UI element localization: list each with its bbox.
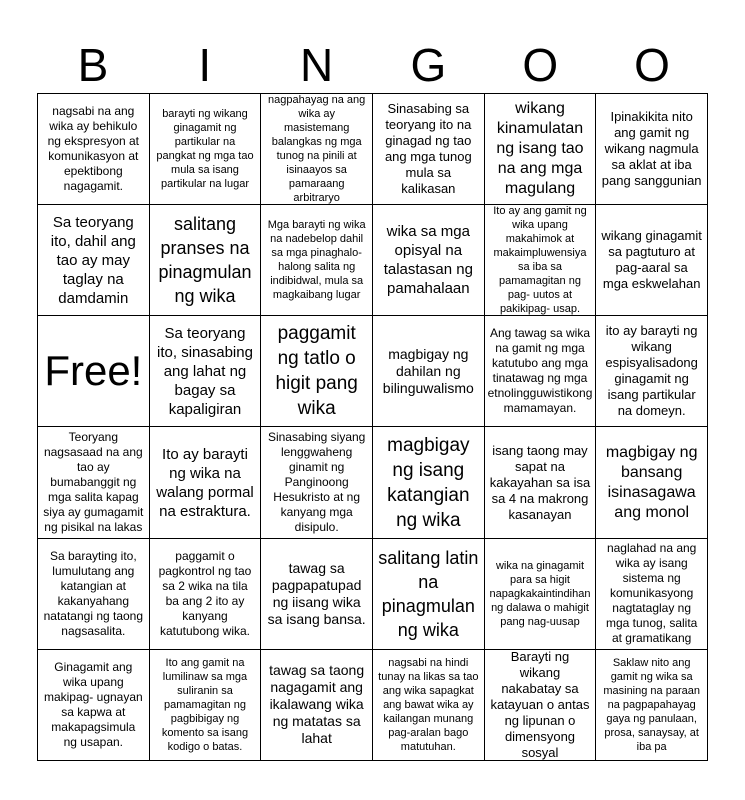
cell-text: nagsabi na ang wika ay behikulo ng ekspresyon at komunikasyon at epektibong nagagamit. xyxy=(47,104,140,194)
bingo-cell[interactable] xyxy=(485,427,597,538)
cell-text: wikang ginagamit sa pagtuturo at pag-aaral sa mga eskwelahan xyxy=(601,228,702,292)
bingo-cell[interactable] xyxy=(261,427,373,538)
bingo-cell[interactable] xyxy=(261,650,373,761)
bingo-cell[interactable] xyxy=(150,427,262,538)
cell-text: magbigay ng isang katangian ng wika xyxy=(387,434,470,531)
cell-text: tawag sa pagpapatupad ng iisang wika sa isang bansa. xyxy=(267,559,366,627)
cell-text: Mga barayti ng wika na nadebelop dahil sa mga pinaghalo-halong salita ng indibidwal, mula sa magkaibang lugar xyxy=(267,219,366,302)
cell-text: Ipinakikita nito ang gamit ng wikang nagmula sa aklat at iba pang sanggunian xyxy=(601,109,702,189)
bingo-cell[interactable] xyxy=(261,205,373,316)
cell-text: Ito ay ang gamit ng wika upang makahimok at makaimpluwensiya sa iba sa pamamagitan ng pag- uutos at pakikipag- usap. xyxy=(493,205,587,316)
bingo-cell[interactable] xyxy=(38,650,150,761)
bingo-cell[interactable] xyxy=(373,316,485,427)
bingo-cell[interactable] xyxy=(485,205,597,316)
bingo-cell[interactable] xyxy=(596,205,708,316)
bingo-cell[interactable] xyxy=(150,205,262,316)
bingo-cell-free[interactable] xyxy=(38,316,150,427)
bingo-cell[interactable] xyxy=(485,316,597,427)
cell-text: Ito ang gamit na lumilinaw sa mga suliranin sa pamamagitan ng pagbibigay ng komento sa isang kodigo o batas. xyxy=(161,656,249,753)
header-letter-b: B xyxy=(77,39,109,91)
cell-text: salitang latin na pinagmulan ng wika xyxy=(378,547,479,640)
cell-text: wikang kinamulatan ng isang tao na ang mga magulang xyxy=(496,100,584,198)
cell-text: Free! xyxy=(44,347,143,395)
header-letter-n: N xyxy=(299,39,334,91)
cell-text: isang taong may sapat na kakayahan sa isa sa 4 na makrong kasanayan xyxy=(489,442,591,522)
bingo-cell[interactable] xyxy=(596,650,708,761)
bingo-cell[interactable] xyxy=(596,539,708,650)
cell-text: Teoryang nagsasaad na ang tao ay bumabanggit ng mga salita kapag siya ay gumagamit ng pisikal na lakas xyxy=(43,430,144,535)
bingo-cell[interactable] xyxy=(150,539,262,650)
header-letter-i: I xyxy=(198,39,212,91)
bingo-cell[interactable] xyxy=(596,427,708,538)
bingo-cell[interactable] xyxy=(261,316,373,427)
cell-text: naglahad na ang wika ay isang sistema ng komunikasyong nagtataglay ng mga tunog, salita at gramatikang xyxy=(605,541,698,646)
cell-text: tawag sa taong nagagamit ang ikalawang wika ng matatas sa lahat xyxy=(269,662,365,747)
bingo-cell[interactable] xyxy=(261,94,373,205)
cell-text: Ito ay barayti ng wika na walang pormal na estraktura. xyxy=(156,445,254,520)
bingo-card-grid xyxy=(37,93,708,761)
bingo-cell[interactable] xyxy=(596,94,708,205)
header-letter-o: O xyxy=(522,39,559,91)
cell-text: paggamit ng tatlo o higit pang wika xyxy=(275,323,358,420)
cell-text: Barayti ng wikang nakabatay sa katayuan o antas ng lipunan o dimensyong sosyal xyxy=(490,649,590,760)
cell-text: ito ay barayti ng wikang espisyalisadong ginagamit ng isang partikular na domeyn. xyxy=(605,323,698,419)
cell-text: wika na ginagamit para sa higit napagkakaintindihan ng dalawa o mahigit pang nag-uusap xyxy=(489,559,591,628)
bingo-cell[interactable] xyxy=(485,650,597,761)
cell-text: Ginagamit ang wika upang makipag- ugnayan sa kapwa at makapagsimula ng usapan. xyxy=(43,659,143,749)
cell-text: Saklaw nito ang gamit ng wika sa masining na paraan na pagpapahayag gaya ng panulaan, prosa, sanaysay, at iba pa xyxy=(603,656,700,753)
cell-text: magbigay ng bansang isinasagawa ang monol xyxy=(605,443,698,521)
bingo-cell[interactable] xyxy=(38,539,150,650)
cell-text: paggamit o pagkontrol ng tao sa 2 wika na tila ba ang 2 ito ay kanyang katutubong wika. xyxy=(158,548,252,638)
cell-text: Sinasabing sa teoryang ito na ginagad ng tao ang mga tunog mula sa kalikasan xyxy=(384,101,472,197)
bingo-cell[interactable] xyxy=(261,539,373,650)
cell-text: nagsabi na hindi tunay na likas sa tao ang wika sapagkat ang bawat wika ay kailangan munang pag-aralan bago matutuhan. xyxy=(378,656,479,753)
bingo-cell[interactable] xyxy=(38,94,150,205)
bingo-cell[interactable] xyxy=(596,316,708,427)
bingo-cell[interactable] xyxy=(38,427,150,538)
cell-text: Sa teoryang ito, dahil ang tao ay may taglay na damdamin xyxy=(50,213,136,307)
bingo-cell[interactable] xyxy=(373,650,485,761)
bingo-cell[interactable] xyxy=(485,94,597,205)
header-letter-o2: O xyxy=(634,39,670,91)
bingo-cell[interactable] xyxy=(150,316,262,427)
cell-text: Sa barayting ito, lumulutang ang katangian at kakanyahang natatangi ng taong nagsasalita. xyxy=(43,548,144,638)
cell-text: Ang tawag sa wika na gamit ng mga katutubo ang mga tinatawag ng mga etnolingguwistikong mamamayan. xyxy=(487,326,593,416)
cell-text: nagpahayag na ang wika ay masistemang balangkas ng mga tunog na pinili at isinaayos sa pamaraang arbitraryo xyxy=(268,94,366,205)
bingo-cell[interactable] xyxy=(373,94,485,205)
cell-text: Sinasabing siyang lenggwaheng ginamit ng Panginoong Hesukristo at ng kanyang mga disipulo. xyxy=(267,430,366,535)
bingo-cell[interactable] xyxy=(150,94,262,205)
bingo-header xyxy=(37,36,708,94)
cell-text: wika sa mga opisyal na talastasan ng pamahalaan xyxy=(383,223,473,298)
cell-text: salitang pranses na pinagmulan ng wika xyxy=(158,214,252,307)
cell-text: Sa teoryang ito, sinasabing ang lahat ng bagay sa kapaligiran xyxy=(157,324,253,418)
bingo-cell[interactable] xyxy=(38,205,150,316)
header-letter-g: G xyxy=(410,39,447,91)
cell-text: magbigay ng dahilan ng bilinguwalismo xyxy=(382,345,474,396)
bingo-cell[interactable] xyxy=(373,427,485,538)
bingo-cell[interactable] xyxy=(485,539,597,650)
bingo-cell[interactable] xyxy=(150,650,262,761)
bingo-cell[interactable] xyxy=(373,205,485,316)
cell-text: barayti ng wikang ginagamit ng partikular na pangkat ng mga tao mula sa isang partikular na lugar xyxy=(156,108,254,191)
bingo-cell[interactable] xyxy=(373,539,485,650)
